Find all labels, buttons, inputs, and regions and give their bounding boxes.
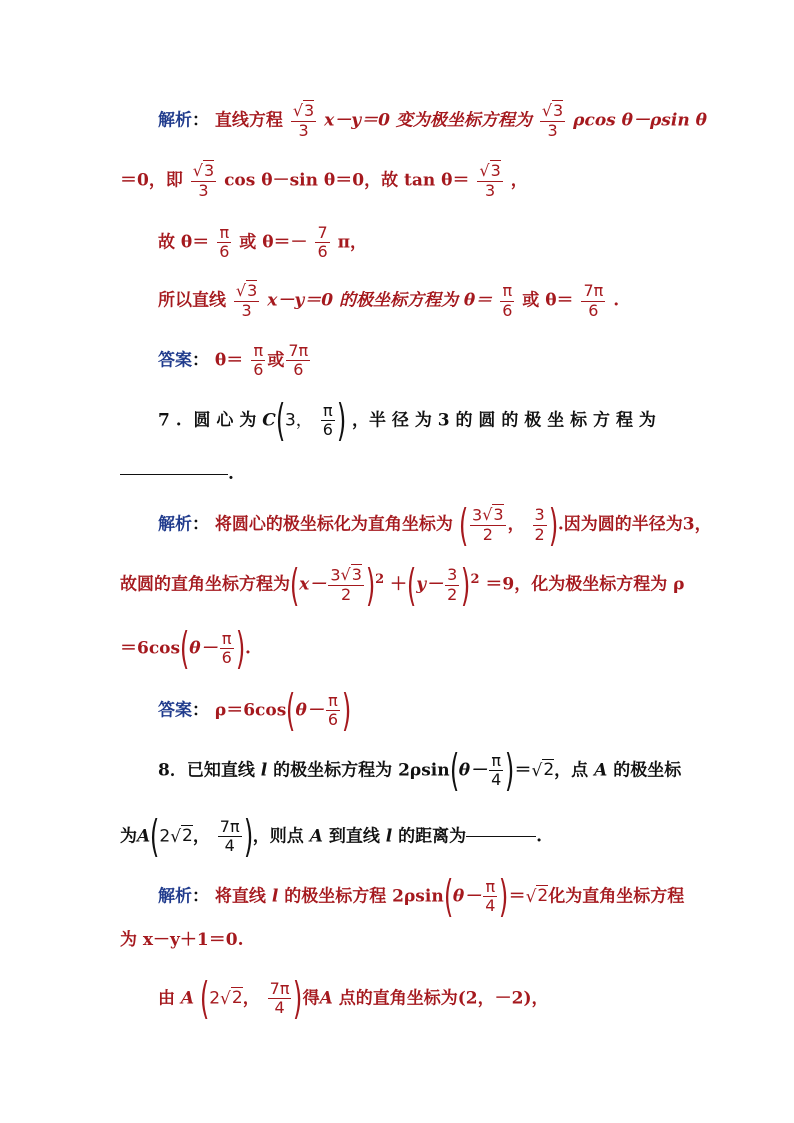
q7-answer: 答案： ρ＝6cos(θ－ $\frac{\pi}{6}$ ) bbox=[158, 685, 352, 737]
q7-solution-line-3: ＝6cos(θ－ $\frac{\pi}{6}$ ). bbox=[120, 623, 251, 675]
q7-solution-line-1: 解析： 将圆心的极坐标化为直角坐标为 ( $\frac{3√3}{2}$ ， $\frac{3}{2}$ ).因为圆的半径为3， bbox=[158, 499, 712, 551]
answer-blank bbox=[120, 474, 228, 475]
answer-blank bbox=[466, 836, 536, 837]
fraction-sqrt3-over-3: $\frac{√3}{3}$ bbox=[541, 101, 564, 140]
label-jiexi: 解析 bbox=[158, 110, 192, 131]
fraction-sqrt3-over-3: $\frac{√3}{3}$ bbox=[192, 161, 215, 200]
q6-solution-line-3: 故 θ＝ $\frac{\pi}{6}$ 或 θ＝－ $\frac{7}{6}$ π， bbox=[158, 223, 368, 262]
q8-solution-line-1: 解析： 将直线 l 的极坐标方程 2ρsin(θ－ $\frac{\pi}{4}$ )＝√2化为直角坐标方程 bbox=[158, 871, 685, 923]
q6-solution-line-4: 所以直线 $\frac{√3}{3}$ x－y＝0 的极坐标方程为 θ＝ $\frac{\pi}{6}$ 或 θ＝ $\frac{7\pi}{6}$ . bbox=[158, 281, 620, 320]
q8-stem-line-1: 8．已知直线 l 的极坐标方程为 2ρsin(θ－ $\frac{\pi}{4}$ )＝√2，点 A 的极坐标 bbox=[158, 745, 682, 797]
q8-solution-line-3: 由 A (2√2， $\frac{7\pi}{4}$ )得A 点的直角坐标为(2，－2)， bbox=[158, 973, 549, 1025]
fraction-sqrt3-over-3: $\frac{√3}{3}$ bbox=[479, 161, 501, 200]
q7-stem: 7 . 圆 心 为 C(3， $\frac{\pi}{6}$ ) ，半 径 为 3 的 圆 的 极 坐 标 方 程 为 bbox=[158, 395, 656, 447]
fraction-sqrt3-over-3: $\frac{√3}{3}$ bbox=[292, 101, 315, 140]
q8-stem-line-2: 为A(2√2， $\frac{7\pi}{4}$ )，则点 A 到直线 l 的距离为 . bbox=[120, 811, 543, 863]
label-daan: 答案 bbox=[158, 350, 192, 371]
q6-solution-line-1: 解析： 直线方程 $\frac{√3}{3}$ x－y＝0 变为极坐标方程为 $\frac{√3}{3}$ ρcos θ－ρsin θ bbox=[158, 101, 707, 140]
q8-solution-line-2: 为 x－y＋1＝0. bbox=[120, 930, 244, 950]
q7-solution-line-2: 故圆的直角坐标方程为(x－ $\frac{3√3}{2}$ )$^2$ ＋(y－ $\frac{3}{2}$ )$^2$ ＝9，化为极坐标方程为 ρ bbox=[120, 559, 685, 611]
q7-answer-blank: . bbox=[120, 466, 794, 483]
q6-solution-line-2: ＝0，即 $\frac{√3}{3}$ cos θ－sin θ＝0，故 tan θ＝ $\frac{√3}{3}$ ， bbox=[120, 161, 528, 200]
q6-answer: 答案： θ＝ $\frac{\pi}{6}$ 或 $\frac{7\pi}{6}$ bbox=[158, 341, 309, 380]
